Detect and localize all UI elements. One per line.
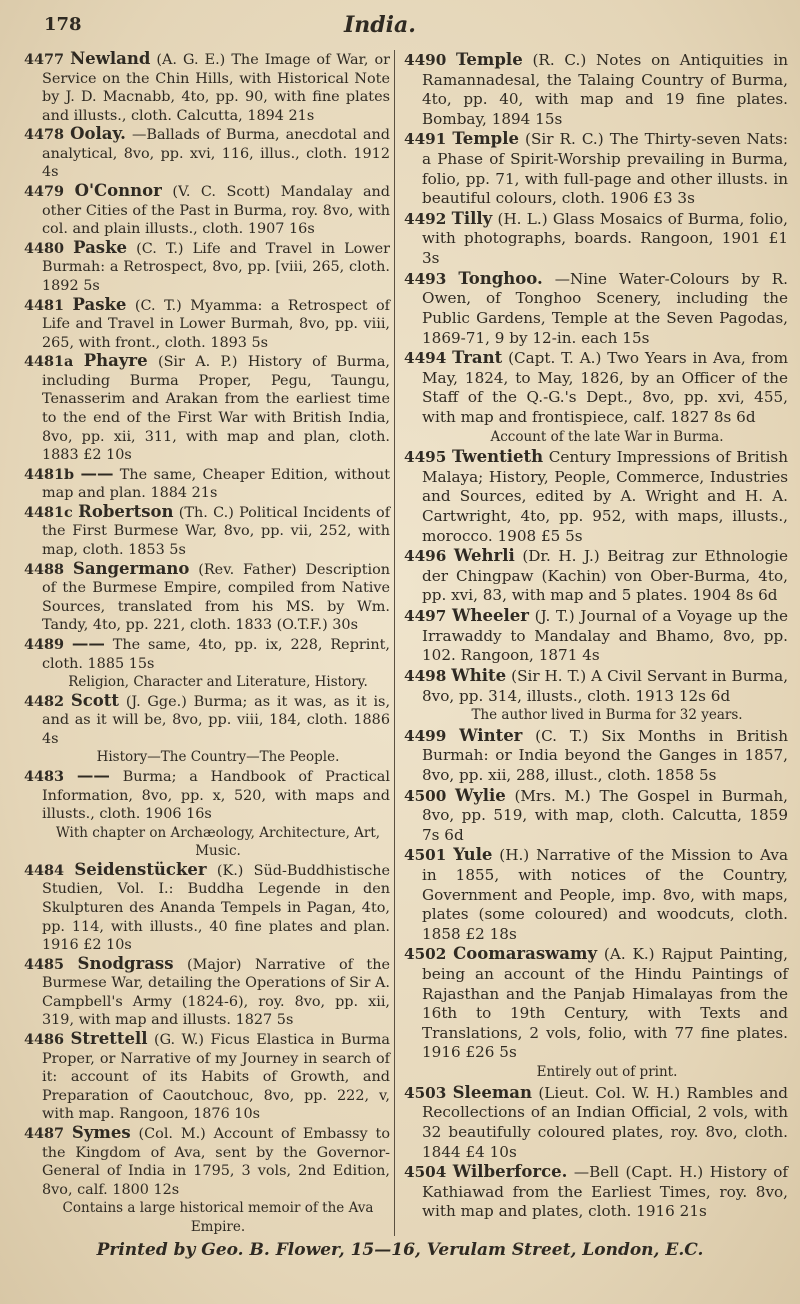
entry-text: (Mrs. M.) The Gospel in Burmah, 8vo, pp. 519, with map, cloth. Calcutta, 1859 7s 6d bbox=[422, 786, 788, 844]
note-text: Religion, Character and Literature, History. bbox=[68, 674, 368, 691]
entry-number: 4502 bbox=[404, 945, 447, 964]
entry-text: (Dr. H. J.) Beitrag zur Ethnologie der Chingpaw (Kachin) von Ober-Burma, 4to, pp. xvi, 83, with map and 5 plates. 1904 8s 6d bbox=[422, 547, 789, 605]
entry-number: 4490 bbox=[404, 51, 447, 69]
entry-heading: O'Connor bbox=[74, 181, 162, 201]
catalogue-entry bbox=[24, 953, 391, 1030]
catalogue-entry bbox=[24, 351, 390, 464]
entry-number: 4501 bbox=[404, 846, 447, 865]
catalogue-entry bbox=[24, 124, 391, 182]
entry-number: 4496 bbox=[404, 547, 447, 566]
catalogue-entry bbox=[24, 765, 390, 824]
entry-heading: Temple bbox=[456, 50, 523, 69]
entry-heading: —— bbox=[80, 463, 114, 483]
catalogue-entry bbox=[24, 49, 390, 125]
entry-heading: Wilberforce. bbox=[452, 1162, 568, 1182]
catalogue-entry bbox=[404, 546, 789, 606]
catalogue-entry bbox=[404, 348, 789, 427]
entry-heading: Coomaraswamy bbox=[453, 944, 598, 964]
entry-number: 4478 bbox=[24, 126, 65, 144]
entry-heading: Paske bbox=[72, 294, 127, 314]
entry-text: (K.) Süd-Buddhistische Studien, Vol. I.: Buddha Legende in den Skulpturen des Ananda Tempels in Pagan, 4to, pp. 114, with illusts., 40 fine plates and plan. 1916 £2 10s bbox=[42, 862, 390, 954]
entry-text: (Th. C.) Political Incidents of the First Burmese War, 8vo, pp. vii, 252, with map, cloth. 1853 5s bbox=[42, 504, 391, 559]
entry-heading: —— bbox=[76, 765, 110, 785]
catalogue-entry bbox=[404, 725, 788, 786]
entry-number: 4487 bbox=[24, 1124, 65, 1142]
catalogue-entry bbox=[404, 845, 788, 944]
entry-number: 4493 bbox=[404, 269, 447, 288]
entry-text: The same, Cheaper Edition, without map and plan. 1884 21s bbox=[42, 466, 391, 502]
entry-note bbox=[46, 673, 390, 692]
entry-number: 4481b bbox=[24, 465, 75, 483]
entry-text: (Major) Narrative of the Burmese War, detailing the Operations of Sir A. Campbell's Army (1824-6), roy. 8vo, pp. xii, 319, with map and illusts. 1827 5s bbox=[42, 956, 391, 1029]
entry-heading: Winter bbox=[459, 725, 523, 745]
entry-text: (Lieut. Col. W. H.) Rambles and Recollections of an Indian Official, 2 vols, with 32 beautifully coloured plates, roy. 8vo, cloth. 1844 £4 10s bbox=[422, 1083, 789, 1161]
catalogue-entry bbox=[404, 944, 788, 1063]
entry-text: (A. K.) Rajput Painting, being an account of the Hindu Paintings of Rajasthan and the Panjab Himalayas from the 16th to 19th Century, with Texts and Translations, 2 vols, folio, with 77 fine plates. 1916 £26 5s bbox=[422, 945, 788, 1062]
catalogue-entry bbox=[404, 606, 789, 666]
left-column bbox=[24, 50, 390, 1236]
catalogue-entry bbox=[404, 785, 788, 846]
entry-heading: Wehrli bbox=[453, 546, 515, 566]
entry-text: (J. Gge.) Burma; as it was, as it is, and as it will be, 8vo, pp. viii, 184, cloth. 1886 4s bbox=[42, 693, 391, 747]
entry-number: 4479 bbox=[24, 183, 65, 201]
entry-number: 4481a bbox=[24, 353, 74, 371]
entry-heading: Temple bbox=[452, 129, 519, 149]
note-text: Account of the late War in Burma. bbox=[490, 428, 724, 445]
entry-text: (Col. M.) Account of Embassy to the Kingdom of Ava, sent by the Governor-General of India in 1795, 3 vols, 2nd Edition, 8vo, calf. 1800 12s bbox=[42, 1125, 390, 1198]
entry-text: (A. G. E.) The Image of War, or Service on the Chin Hills, with Historical Note by J. D. Macnabb, 4to, pp. 90, with fine plates and illusts., cloth. Calcutta, 1894 21s bbox=[42, 52, 390, 124]
entry-heading: Seidenstücker bbox=[74, 859, 207, 879]
entry-text: (H. L.) Glass Mosaics of Burma, folio, with photographs, boards. Rangoon, 1901 £1 3s bbox=[422, 209, 789, 268]
entry-heading: Snodgrass bbox=[77, 953, 174, 973]
entry-heading: —— bbox=[71, 633, 105, 653]
entry-number: 4489 bbox=[24, 635, 65, 653]
entry-note bbox=[426, 1063, 788, 1083]
catalogue-entry bbox=[24, 633, 391, 673]
entry-heading: Oolay. bbox=[70, 124, 126, 144]
entry-heading: Symes bbox=[71, 1122, 131, 1142]
note-text: With chapter on Archæology, Architecture, Art, Music. bbox=[55, 824, 381, 860]
entry-text: Burma; a Handbook of Practical Information, 8vo, pp. x, 520, with maps and illusts., cloth. 1906 16s bbox=[42, 768, 390, 823]
entry-text: (H.) Narrative of the Mission to Ava in 1855, with notices of the Country, Government and People, imp. 8vo, with maps, plates (some coloured) and woodcuts, cloth. 1858 £2 18s bbox=[422, 846, 788, 943]
entry-heading: Twentieth bbox=[451, 447, 544, 467]
entry-number: 4488 bbox=[24, 560, 65, 578]
entry-number: 4497 bbox=[404, 607, 447, 626]
entry-text: —Bell (Capt. H.) History of Kathiawad from the Earliest Times, roy. 8vo, with map and plates, cloth. 1916 21s bbox=[422, 1163, 788, 1221]
entry-number: 4491 bbox=[404, 130, 447, 149]
catalogue-entry bbox=[24, 558, 391, 635]
entry-note bbox=[46, 824, 390, 861]
entry-text: The same, 4to, pp. ix, 228, Reprint, cloth. 1885 15s bbox=[42, 636, 391, 672]
entry-number: 4480 bbox=[24, 239, 65, 257]
right-column bbox=[404, 50, 788, 1222]
entry-text: —Nine Water-Colours by R. Owen, of Tonghoo Scenery, including the Public Gardens, Temple at the Seven Pagodas, 1869-71, 9 by 12-in. each 15s bbox=[422, 269, 788, 347]
entry-text: (Rev. Father) Description of the Burmese Empire, compiled from Native Sources, translated from his MS. by Wm. Tandy, 4to, pp. 221, cloth. 1833 (O.T.F.) 30s bbox=[42, 561, 391, 634]
catalogue-entry bbox=[24, 690, 391, 749]
catalogue-entry bbox=[24, 294, 390, 353]
note-text: The author lived in Burma for 32 years. bbox=[471, 707, 743, 724]
running-head: India. bbox=[344, 12, 416, 38]
entry-number: 4484 bbox=[24, 861, 65, 879]
entry-heading: White bbox=[451, 665, 507, 685]
entry-heading: Trant bbox=[452, 348, 503, 368]
catalogue-entry bbox=[24, 463, 391, 503]
entry-note bbox=[46, 1199, 390, 1236]
catalogue-entry bbox=[404, 1082, 789, 1162]
catalogue-entry bbox=[24, 181, 391, 239]
entry-number: 4495 bbox=[404, 448, 447, 467]
page-header bbox=[44, 8, 780, 48]
note-text: Entirely out of print. bbox=[536, 1064, 678, 1081]
note-text: History—The Country—The People. bbox=[96, 749, 340, 766]
catalogue-entry bbox=[404, 268, 788, 348]
printer-imprint: Printed by Geo. B. Flower, 15—16, Verulam Street, London, E.C. bbox=[96, 1240, 704, 1260]
entry-text: (C. T.) Myamma: a Retrospect of Life and Travel in Lower Burmah, 8vo, pp. viii, 265, with front., cloth. 1893 5s bbox=[42, 297, 390, 351]
entry-heading: Tonghoo. bbox=[458, 268, 543, 288]
catalogue-entry bbox=[24, 1029, 390, 1124]
catalogue-entry bbox=[24, 237, 391, 296]
entry-text: (Sir H. T.) A Civil Servant in Burma, 8vo, pp. 314, illusts., cloth. 1913 12s 6d bbox=[422, 666, 789, 705]
entry-heading: Yule bbox=[453, 845, 493, 865]
catalogue-entry bbox=[404, 208, 789, 269]
catalogue-entry bbox=[404, 50, 788, 129]
entry-number: 4499 bbox=[404, 726, 447, 745]
entry-number: 4482 bbox=[24, 692, 65, 710]
entry-note bbox=[426, 428, 788, 448]
entry-note bbox=[426, 706, 788, 726]
entry-heading: Newland bbox=[70, 49, 151, 68]
entry-number: 4485 bbox=[24, 955, 65, 973]
entry-text: (G. W.) Ficus Elastica in Burma Proper, or Narrative of my Journey in search of it: account of its Habits of Growth, and Preparation of Caoutchouc, 8vo, pp. 222, v, with map. Rangoon, 1876 10s bbox=[42, 1032, 390, 1123]
entry-number: 4477 bbox=[24, 51, 65, 68]
entry-number: 4500 bbox=[404, 786, 447, 805]
entry-note bbox=[46, 748, 390, 767]
entry-heading: Tilly bbox=[451, 208, 493, 228]
entry-heading: Paske bbox=[73, 237, 128, 257]
entry-number: 4494 bbox=[404, 349, 447, 368]
entry-heading: Strettell bbox=[70, 1029, 148, 1049]
entry-number: 4492 bbox=[404, 209, 447, 228]
catalogue-entry bbox=[404, 129, 789, 208]
entry-text: Century Impressions of British Malaya; History, People, Commerce, Industries and Sources, edited by A. Wright and H. A. Cartwright, 4to, pp. 952, with maps, illusts., morocco. 1908 £5 5s bbox=[422, 448, 789, 545]
catalogue-entry bbox=[404, 665, 789, 706]
column-divider bbox=[394, 50, 395, 1236]
catalogue-entry bbox=[404, 1162, 788, 1222]
entry-number: 4486 bbox=[24, 1031, 65, 1049]
catalogue-entry bbox=[24, 859, 390, 955]
catalogue-entry bbox=[24, 501, 391, 560]
entry-number: 4504 bbox=[404, 1163, 447, 1182]
entry-text: (J. T.) Journal of a Voyage up the Irrawaddy to Mandalay and Bhamo, 8vo, pp. 102. Rangoon, 1871 4s bbox=[422, 607, 789, 665]
entry-number: 4503 bbox=[404, 1083, 447, 1102]
entry-number: 4483 bbox=[24, 767, 65, 785]
entry-heading: Scott bbox=[70, 690, 120, 710]
entry-heading: Wheeler bbox=[451, 606, 529, 626]
catalogue-entry bbox=[24, 1122, 390, 1199]
entry-text: (Capt. T. A.) Two Years in Ava, from May, 1824, to May, 1826, by an Officer of the Staff of the Q.-G.'s Dept., 8vo, pp. xvi, 455, with map and frontispiece, calf. 1827 8s 6d bbox=[422, 349, 789, 426]
entry-number: 4481 bbox=[24, 296, 65, 314]
entry-text: (C. T.) Life and Travel in Lower Burmah: a Retrospect, 8vo, pp. [viii, 265, cloth. 1892 5s bbox=[42, 240, 391, 294]
entry-heading: Sleeman bbox=[452, 1082, 532, 1102]
entry-text: (Sir R. C.) The Thirty-seven Nats: a Phase of Spirit-Worship prevailing in Burma, folio, pp. 71, with full-page and other illusts. in beautiful colours, cloth. 1906 £3 3s bbox=[422, 130, 789, 208]
entry-number: 4498 bbox=[404, 666, 447, 685]
entry-text: (R. C.) Notes on Antiquities in Ramannadesal, the Talaing Country of Burma, 4to, pp. 40, with map and 19 fine plates. Bombay, 1894 15s bbox=[422, 51, 788, 128]
note-text: Contains a large historical memoir of the Ava Empire. bbox=[62, 1200, 374, 1235]
entry-heading: Wylie bbox=[454, 785, 506, 805]
catalogue-entry bbox=[404, 447, 789, 546]
entry-number: 4481c bbox=[24, 503, 73, 521]
entry-text: (V. C. Scott) Mandalay and other Cities of the Past in Burma, roy. 8vo, with col. and plain illusts., cloth. 1907 16s bbox=[42, 184, 391, 238]
page-number: 178 bbox=[44, 14, 82, 35]
entry-heading: Robertson bbox=[78, 501, 174, 521]
entry-text: (C. T.) Six Months in British Burmah: or India beyond the Ganges in 1857, 8vo, pp. xii, 288, illust., cloth. 1858 5s bbox=[422, 726, 788, 784]
entry-heading: Sangermano bbox=[72, 558, 190, 578]
entry-text: —Ballads of Burma, anecdotal and analytical, 8vo, pp. xvi, 116, illus., cloth. 1912 4s bbox=[42, 127, 391, 181]
entry-text: (Sir A. P.) History of Burma, including Burma Proper, Pegu, Taungu, Tenasserim and Arakan from the earliest time to the end of the First War with British India, 8vo, pp. xii, 311, with map and plan, cloth. 1883 £2 10s bbox=[42, 354, 390, 464]
entry-heading: Phayre bbox=[83, 351, 148, 371]
